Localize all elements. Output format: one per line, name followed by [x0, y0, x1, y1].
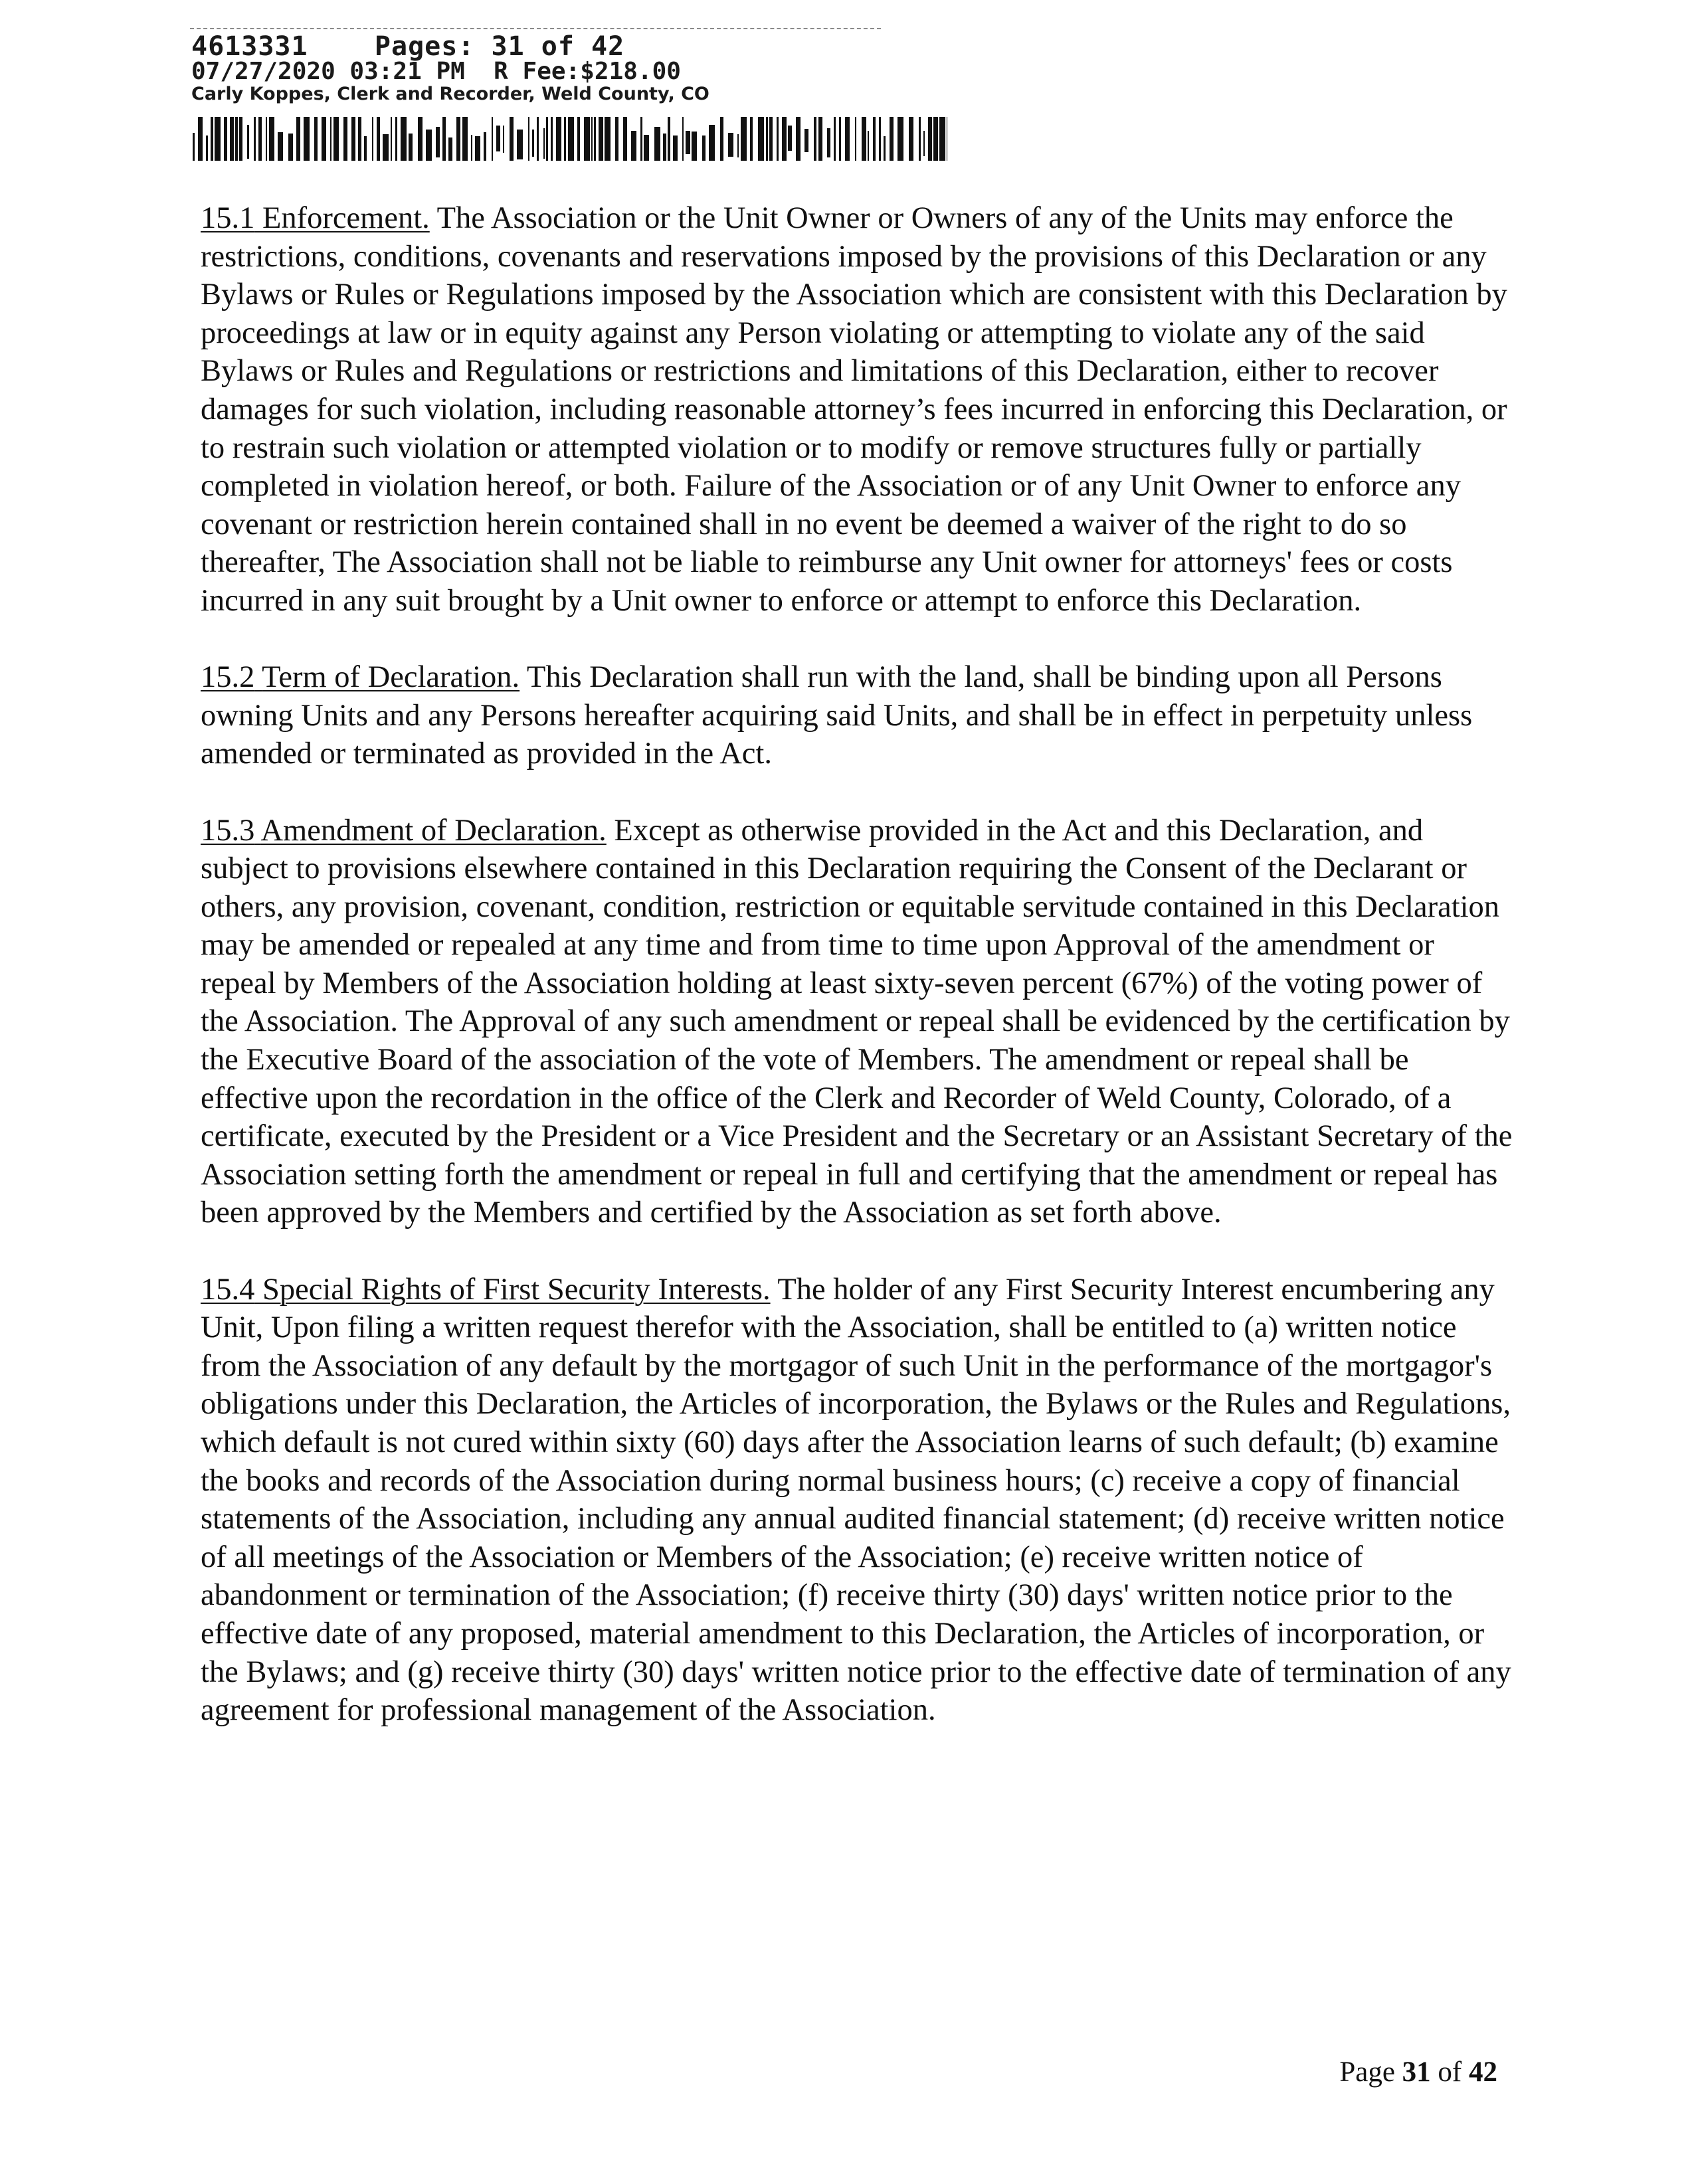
recording-fee: R Fee:$218.00	[494, 58, 681, 85]
document-body	[201, 199, 1513, 1768]
barcode-bar	[556, 117, 561, 161]
section-title: Special Rights of First Security Interests.	[262, 1272, 771, 1307]
barcode-bar	[923, 131, 925, 156]
barcode-bar	[269, 117, 274, 161]
barcode-bar	[737, 134, 739, 157]
barcode-bar	[782, 117, 787, 161]
barcode-bar	[235, 117, 238, 161]
stamp-line-reception	[191, 33, 709, 60]
barcode-bar	[686, 131, 690, 154]
pages-of: of	[541, 31, 575, 62]
barcode-bar	[266, 117, 267, 161]
barcode-bar	[769, 117, 773, 161]
footer-page-word: Page	[1339, 2056, 1395, 2088]
barcode-bar	[631, 131, 636, 161]
barcode-bar	[503, 126, 504, 153]
barcode-bar	[343, 117, 347, 161]
stamp-divider	[190, 28, 881, 29]
barcode-bar	[855, 117, 856, 161]
barcode-bar	[796, 117, 801, 161]
barcode-bar	[372, 117, 373, 161]
barcode-bar	[409, 134, 413, 161]
barcode-bar	[211, 117, 213, 161]
section-text: The Association or the Unit Owner or Owners of any of the Units may enforce the restrictions, conditions, covenants and reservations imposed by the provisions of this Declaration or any Bylaws or Rules or Regulations imposed by the Association which are consistent with this Declaration by proceedings at law or in equity against any Person violating or attempting to violate any of the said Bylaws or Rules and Regulations or restrictions and limitations of this Declaration, either to recover damages for such violation, including reasonable attorney’s fees incurred in enforcing this Declaration, or to restrain such violation or attempted violation or to modify or remove structures fully or partially completed in violation hereof, or both. Failure of the Association or of any Unit Owner to enforce any covenant or restriction herein contained shall in no event be deemed a waiver of the right to do so thereafter, The Association shall not be liable to reimburse any Unit owner for attorneys' fees or costs incurred in any suit brought by a Unit owner to enforce or attempt to enforce this Declaration.	[201, 201, 1507, 618]
barcode-bar	[254, 117, 256, 161]
section-heading	[201, 660, 519, 694]
barcode-bar	[692, 132, 697, 161]
barcode-image	[193, 117, 947, 161]
stamp-line-date	[191, 60, 709, 84]
barcode-bar	[668, 117, 670, 161]
section-term	[201, 658, 1513, 773]
barcode-bar	[543, 128, 545, 159]
barcode-bar	[377, 117, 380, 161]
barcode-bar	[193, 133, 195, 161]
barcode-bar	[564, 117, 566, 161]
barcode-bar	[395, 117, 397, 161]
barcode-bar	[615, 117, 618, 161]
section-title: Enforcement.	[262, 201, 430, 235]
barcode-bar	[484, 132, 486, 161]
barcode-bar	[933, 117, 938, 161]
barcode-bar	[709, 125, 715, 161]
barcode-bar	[827, 128, 830, 157]
barcode-bar	[879, 117, 881, 161]
section-number: 15.3	[201, 813, 255, 848]
barcode-bar	[599, 117, 603, 161]
barcode-bar	[364, 136, 367, 161]
barcode-bar	[897, 117, 903, 161]
barcode-bar	[623, 117, 627, 161]
barcode-bar	[314, 117, 318, 161]
barcode-bar	[448, 137, 452, 161]
barcode-bar	[577, 117, 580, 161]
barcode-bar	[401, 117, 407, 161]
barcode-bar	[818, 117, 822, 161]
footer-of-word: of	[1438, 2056, 1462, 2088]
barcode-bar	[456, 117, 460, 161]
section-text: This Declaration shall run with the land, shall be binding upon all Persons owning Units and any Persons hereafter acquiring said Units, and shall be in effect in perpetuity unless amended or terminated as provided in the Act.	[201, 660, 1473, 771]
section-heading	[201, 201, 430, 235]
barcode-bar	[358, 117, 361, 161]
barcode-bar	[304, 117, 310, 161]
barcode-bar	[258, 117, 262, 161]
section-enforcement	[201, 199, 1513, 620]
barcode-bar	[426, 130, 432, 161]
barcode-bar	[591, 117, 593, 161]
reception-number: 4613331	[191, 31, 308, 62]
barcode-bar	[654, 127, 660, 161]
barcode-bar	[702, 136, 706, 161]
barcode-bar	[230, 117, 234, 161]
barcode-bar	[890, 117, 894, 161]
barcode-bar	[663, 134, 666, 161]
barcode-bar	[383, 134, 389, 161]
barcode-bar	[644, 135, 649, 161]
section-text: The holder of any First Security Interest encumbering any Unit, Upon filing a written request therefor with the Association, shall be entitled to (a) written notice from the Association of any default by the mortgagor of such Unit in the performance of the mortgagor's obligations under this Declaration, the Articles of incorporation, the Bylaws or the Rules and Regulations, which default is not cured within sixty (60) days after the Association learns of such default; (b) examine the books and records of the Association during normal business hours; (c) receive a copy of financial statements of the Association, including any annual audited financial statement; (d) receive written notice of all meetings of the Association or Members of the Association; (e) receive written notice of abandonment or termination of the Association; (f) receive thirty (30) days' written notice prior to the effective date of any proposed, material amendment to this Declaration, the Articles of incorporation, or the Bylaws; and (g) receive thirty (30) days' written notice prior to the effective date of termination of any agreement for professional management of the Association.	[201, 1272, 1511, 1728]
barcode-bar	[532, 130, 534, 157]
section-security-interests	[201, 1271, 1513, 1730]
barcode-bar	[528, 117, 529, 161]
recording-datetime: 07/27/2020 03:21 PM	[191, 58, 465, 85]
barcode-bar	[278, 132, 283, 161]
barcode-bar	[247, 125, 249, 159]
section-title: Amendment of Declaration.	[260, 813, 607, 848]
barcode-bar	[224, 117, 227, 161]
barcode-bar	[198, 117, 203, 161]
barcode-bar	[333, 117, 339, 161]
section-amendment	[201, 812, 1513, 1233]
barcode-bar	[418, 117, 423, 161]
barcode-bar	[537, 117, 539, 161]
barcode-bar	[939, 117, 945, 161]
barcode-bar	[330, 117, 331, 161]
recording-stamp	[191, 33, 709, 105]
barcode-bar	[206, 136, 208, 161]
barcode-bar	[750, 117, 753, 161]
barcode-bar	[605, 117, 611, 161]
section-number: 15.1	[201, 201, 255, 235]
barcode-bar	[766, 117, 768, 161]
section-number: 15.2	[201, 660, 255, 695]
barcode-bar	[288, 134, 293, 161]
barcode-bar	[551, 117, 553, 161]
barcode-bar	[741, 117, 747, 161]
barcode-bar	[462, 117, 468, 161]
barcode-bar	[471, 135, 472, 161]
section-heading	[201, 1273, 771, 1307]
barcode-bar	[788, 126, 792, 151]
barcode-bar	[720, 117, 723, 161]
barcode-bar	[909, 117, 913, 161]
section-text: Except as otherwise provided in the Act and this Declaration, and subject to provisions elsewhere contained in this Declaration requiring the Consent of the Declarant or others, any provision, covenant, condition, restriction or equitable servitude contained in this Declaration may be amended or repealed at any time and from time to time upon Approval of the amendment or repeal by Members of the Association holding at least sixty-seven percent (67%) of the voting power of the Association. The Approval of any such amendment or repeal shall be evidenced by the certification by the Executive Board of the association of the vote of Members. The amendment or repeal shall be effective upon the recordation in the office of the Clerk and Recorder of Weld County, Colorado, of a certificate, executed by the President or a Vice President and the Secretary or an Assistant Secretary of the Association setting forth the amendment or repeal in full and certifying that the amendment or repeal has been approved by the Members and certified by the Association as set forth above.	[201, 813, 1513, 1230]
barcode-bar	[758, 117, 764, 161]
barcode-bar	[640, 117, 642, 161]
barcode-bar	[475, 136, 480, 161]
barcode-bar	[496, 126, 500, 151]
barcode-bar	[510, 117, 514, 161]
page-footer	[1339, 2056, 1497, 2088]
section-title: Term of Declaration.	[262, 660, 520, 695]
barcode-bar	[215, 117, 221, 161]
barcode-bar	[594, 117, 596, 161]
barcode-bar	[584, 117, 590, 161]
barcode-bar	[868, 131, 869, 161]
barcode-bar	[546, 117, 548, 161]
barcode-bar	[728, 133, 733, 157]
page-current: 31	[491, 31, 525, 62]
barcode-bar	[682, 117, 684, 161]
barcode-bar	[862, 117, 866, 161]
barcode-bar	[436, 127, 440, 157]
pages-label: Pages:	[374, 31, 475, 62]
barcode-bar	[568, 117, 574, 161]
barcode-bar	[839, 117, 841, 161]
barcode-bar	[351, 117, 355, 161]
barcode-bar	[296, 117, 300, 161]
barcode-bar	[928, 117, 932, 161]
barcode-bar	[834, 117, 836, 161]
barcode-bar	[492, 117, 493, 161]
barcode-bar	[845, 117, 850, 161]
section-number: 15.4	[201, 1272, 255, 1307]
footer-page-total: 42	[1469, 2056, 1497, 2088]
clerk-line: Carly Koppes, Clerk and Recorder, Weld County, CO	[191, 84, 709, 104]
footer-page-number: 31	[1402, 2056, 1431, 2088]
barcode-bar	[777, 117, 779, 161]
barcode-bar	[239, 117, 242, 161]
barcode-bar	[673, 136, 678, 161]
barcode-bar	[517, 130, 523, 159]
barcode-bar	[919, 117, 921, 161]
barcode-bar	[884, 136, 886, 161]
barcode-bar	[391, 117, 392, 161]
page-total: 42	[591, 31, 625, 62]
barcode-bar	[442, 117, 446, 161]
barcode-bar	[873, 117, 876, 161]
barcode-bar	[322, 117, 326, 161]
section-heading	[201, 814, 607, 848]
barcode-bar	[804, 129, 808, 152]
barcode-bar	[814, 117, 816, 161]
